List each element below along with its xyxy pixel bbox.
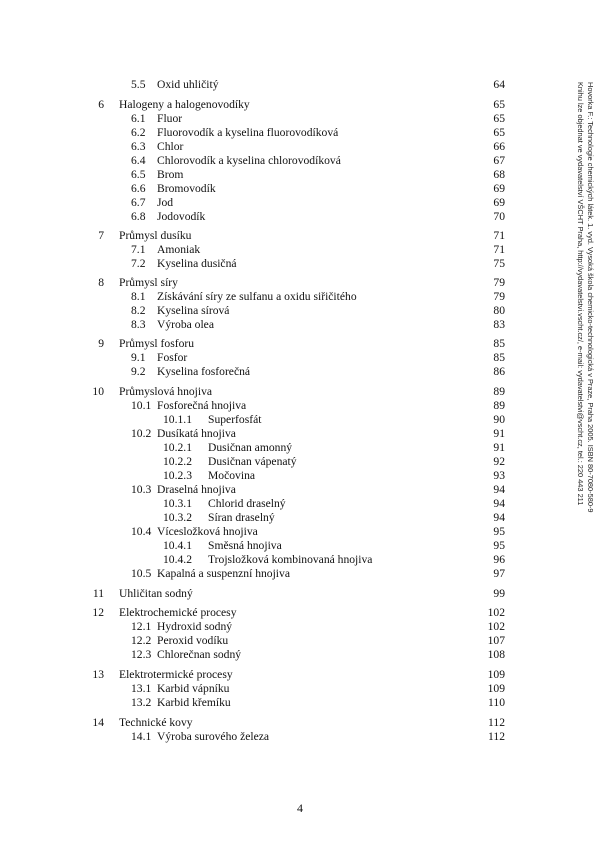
toc-entry-title: Draselná hnojiva — [157, 483, 236, 496]
toc-entry-title: Amoniak — [157, 243, 201, 256]
toc-entry-page: 112 — [488, 730, 505, 743]
toc-entry-page: 102 — [487, 606, 505, 619]
toc-entry-page: 109 — [487, 682, 505, 695]
toc-entry-number: 8.1 — [131, 290, 146, 303]
toc-entry-title: Průmysl dusíku — [119, 229, 192, 242]
toc-entry-number: 6.6 — [131, 182, 146, 195]
toc-entry-number: 13.1 — [131, 682, 152, 695]
citation-order-line: Knihu lze objednat ve vydavatelství VŠCHT Praha, http://vydavatelstvi.vscht.cz/, e-mail: vydavatelstvi@vscht.cz, tel.: 220 443 211 — [576, 82, 585, 506]
toc-entry-page: 112 — [488, 716, 505, 729]
toc-entry-page: 89 — [493, 399, 505, 412]
toc-entry-number: 6.1 — [131, 112, 146, 125]
toc-entry-page: 85 — [493, 337, 505, 350]
toc-entry-number: 10.2.1 — [163, 441, 192, 454]
toc-entry-page: 65 — [493, 126, 505, 139]
toc-entry-page: 94 — [493, 483, 505, 496]
toc-entry-page: 107 — [487, 634, 505, 647]
toc-entry-page: 69 — [493, 182, 505, 195]
toc-entry-title: Oxid uhličitý — [157, 78, 219, 91]
toc-entry-page: 75 — [493, 257, 505, 270]
toc-entry-title: Chlorečnan sodný — [157, 648, 242, 661]
toc-entry-page: 92 — [493, 455, 505, 468]
toc-entry-title: Chlor — [157, 140, 184, 153]
toc-entry-title: Elektrochemické procesy — [119, 606, 237, 619]
toc-entry-title: Chlorovodík a kyselina chlorovodíková — [157, 154, 341, 167]
toc-entry-title: Hydroxid sodný — [157, 620, 233, 633]
toc-entry-number: 12.3 — [131, 648, 152, 661]
toc-entry-title: Síran draselný — [208, 511, 275, 524]
toc-entry-page: 71 — [493, 229, 505, 242]
toc-entry-title: Fosforečná hnojiva — [157, 399, 247, 412]
toc-entry-title: Močovina — [208, 469, 256, 482]
toc-entry-title: Fluorovodík a kyselina fluorovodíková — [157, 126, 339, 139]
toc-entry-number: 12 — [92, 606, 104, 619]
toc-entry-title: Superfosfát — [208, 413, 262, 426]
toc-entry-title: Dusičnan amonný — [208, 441, 293, 454]
toc-entry-title: Průmyslová hnojiva — [119, 385, 213, 398]
toc-entry-number: 10.4 — [131, 525, 152, 538]
toc-entry-number: 10.2 — [131, 427, 152, 440]
toc-entry-title: Směsná hnojiva — [208, 539, 282, 552]
toc-entry-page: 90 — [493, 413, 505, 426]
toc-entry-number: 10.2.3 — [163, 469, 192, 482]
toc-entry-page: 110 — [488, 696, 505, 709]
toc-entry-number: 13 — [92, 668, 104, 681]
toc-entry-title: Jod — [157, 196, 174, 209]
toc-entry-title: Výroba olea — [157, 318, 214, 331]
toc-entry-number: 10.4.2 — [163, 553, 192, 566]
toc-entry-title: Technické kovy — [119, 716, 193, 729]
page-number: 4 — [297, 801, 303, 815]
toc-entry-number: 6.3 — [131, 140, 146, 153]
toc-entry-title: Průmysl síry — [119, 276, 178, 289]
toc-entry-title: Průmysl fosforu — [119, 337, 195, 350]
toc-entry-number: 10.2.2 — [163, 455, 192, 468]
toc-entry-number: 9.2 — [131, 365, 146, 378]
toc-entry-number: 9.1 — [131, 351, 146, 364]
toc-entry-page: 85 — [493, 351, 505, 364]
toc-entry-number: 14.1 — [131, 730, 152, 743]
toc-entry-number: 8 — [98, 276, 104, 289]
toc-entry-page: 67 — [493, 154, 505, 167]
toc-entry-page: 80 — [493, 304, 505, 317]
citation-text — [565, 82, 595, 602]
toc-entry-page: 95 — [493, 525, 505, 538]
toc-entry-page: 79 — [493, 290, 505, 303]
toc-entry-page: 99 — [493, 587, 505, 600]
toc-entry-number: 8.2 — [131, 304, 146, 317]
toc-entry-title: Chlorid draselný — [208, 497, 286, 510]
toc-entry-number: 12.2 — [131, 634, 152, 647]
toc-entry-number: 10.3.2 — [163, 511, 192, 524]
toc-entry-title: Jodovodík — [157, 210, 206, 223]
toc-entry-title: Kyselina sírová — [157, 304, 230, 317]
toc-entry-title: Bromovodík — [157, 182, 216, 195]
toc-entry-title: Fluor — [157, 112, 183, 125]
toc-entry-number: 14 — [92, 716, 104, 729]
toc-entry-number: 10.5 — [131, 567, 152, 580]
toc-entry-page: 64 — [493, 78, 505, 91]
toc-entry-page: 94 — [493, 511, 505, 524]
toc-entry-number: 5.5 — [131, 78, 146, 91]
toc-entry-title: Karbid křemíku — [157, 696, 231, 709]
toc-entry-page: 71 — [493, 243, 505, 256]
toc-entry-title: Dusičnan vápenatý — [208, 455, 297, 468]
toc-entry-title: Získávání síry ze sulfanu a oxidu siřičitého — [157, 290, 357, 303]
toc-entry-title: Elektrotermické procesy — [119, 668, 233, 681]
toc-entry-number: 6.8 — [131, 210, 146, 223]
toc-entry-page: 108 — [487, 648, 505, 661]
toc-entry-page: 91 — [493, 427, 505, 440]
toc-entry-page: 91 — [493, 441, 505, 454]
toc-entry-number: 8.3 — [131, 318, 146, 331]
toc-entry-number: 6 — [98, 98, 104, 111]
toc-entry-number: 10 — [92, 385, 104, 398]
toc-entry-page: 102 — [487, 620, 505, 633]
toc-entry-page: 65 — [493, 98, 505, 111]
toc-entry-number: 6.7 — [131, 196, 146, 209]
toc-entry-title: Výroba surového železa — [157, 730, 270, 743]
citation-line: Hovorka F.: Technologie chemických látek. 1. vyd. Vysoká škola chemicko-technologická v Praze, Praha 2005. ISBN 80-7080-580-9 — [586, 82, 595, 513]
toc-entry-page: 95 — [493, 539, 505, 552]
toc-entry-page: 86 — [493, 365, 505, 378]
toc-entry-number: 10.3.1 — [163, 497, 192, 510]
citation-sidebar — [565, 82, 595, 602]
toc-entry-page: 69 — [493, 196, 505, 209]
toc-entry-title: Kapalná a suspenzní hnojiva — [157, 567, 290, 580]
toc-entry-number: 6.4 — [131, 154, 146, 167]
toc-entry-number: 6.5 — [131, 168, 146, 181]
toc-entry-number: 10.3 — [131, 483, 152, 496]
toc-entry-title: Uhličitan sodný — [119, 587, 193, 600]
toc-entry-number: 6.2 — [131, 126, 146, 139]
toc-entry-number: 10.1 — [131, 399, 152, 412]
toc-entry-page: 68 — [493, 168, 505, 181]
toc-entry-page: 93 — [493, 469, 505, 482]
toc-entry-number: 12.1 — [131, 620, 152, 633]
toc-entry-title: Peroxid vodíku — [157, 634, 229, 647]
toc-entry-title: Fosfor — [157, 351, 188, 364]
toc-entry-number: 11 — [92, 587, 104, 600]
toc-entry-title: Karbid vápníku — [157, 682, 230, 695]
toc-entry-page: 70 — [493, 210, 505, 223]
toc-entry-page: 96 — [493, 553, 505, 566]
toc-entry-number: 7 — [98, 229, 104, 242]
toc-entry-number: 13.2 — [131, 696, 152, 709]
toc-entry-page: 65 — [493, 112, 505, 125]
toc-entry-page: 109 — [487, 668, 505, 681]
toc-entry-title: Halogeny a halogenovodíky — [119, 98, 250, 111]
toc-entry-page: 89 — [493, 385, 505, 398]
toc-entry-page: 66 — [493, 140, 505, 153]
toc-entry-title: Kyselina dusičná — [157, 257, 237, 270]
toc-entry-number: 7.1 — [131, 243, 146, 256]
toc-entry-title: Kyselina fosforečná — [157, 365, 251, 378]
toc-entry-page: 83 — [493, 318, 505, 331]
toc-entry-number: 7.2 — [131, 257, 146, 270]
toc-entry-title: Trojsložková kombinovaná hnojiva — [208, 553, 373, 566]
toc-entry-title: Vícesložková hnojiva — [157, 525, 258, 538]
toc-entry-page: 94 — [493, 497, 505, 510]
toc-entry-number: 10.4.1 — [163, 539, 192, 552]
toc-entry-page: 97 — [493, 567, 505, 580]
toc-entry-number: 9 — [98, 337, 104, 350]
toc-entry-number: 10.1.1 — [163, 413, 192, 426]
toc-entry-title: Dusíkatá hnojiva — [157, 427, 236, 440]
toc-entry-page: 79 — [493, 276, 505, 289]
toc-entry-title: Brom — [157, 168, 184, 181]
